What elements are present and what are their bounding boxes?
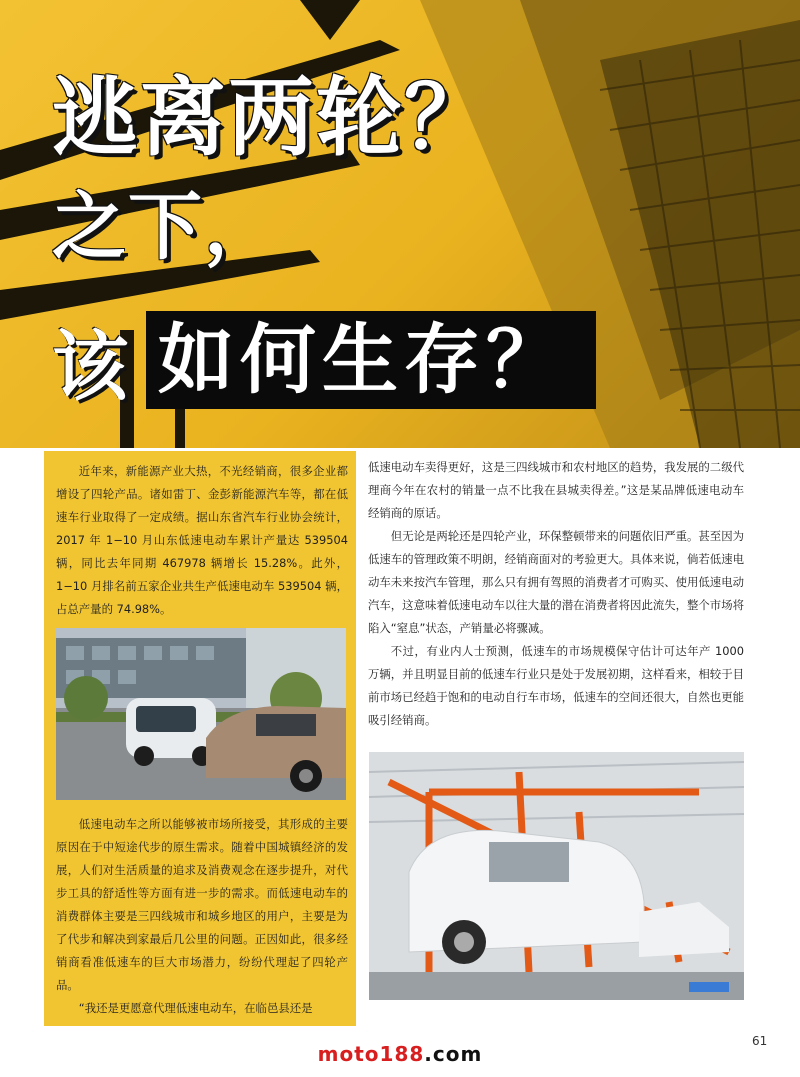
page-number: 61	[752, 1034, 768, 1048]
right-paragraph-2-text: 但无论是两轮还是四轮产业，环保整顿带来的问题依旧严重。甚至因为低速车的管理政策不明朗，经销商面对的考验更大。具体来说，倘若低速电动车未来按汽车管理，那么只有拥有驾照的消费者才可购买、使用低速电动汽车，这意味着低速电动车以往大量的潜在消费者将因此流失，整个市场将陷入“窒息”状态，产销量必将骤减。	[368, 529, 744, 635]
title-line-3-highlight: 如何生存？	[146, 311, 596, 409]
watermark-black-part: .com	[424, 1042, 483, 1066]
title-line-1: 逃离两轮？	[52, 67, 492, 168]
right-paragraph-1-text: 低速电动车卖得更好，这是三四线城市和农村地区的趋势，我发展的二级代理商今年在农村的销量一点不比我在县城卖得差。”这是某品牌低速电动车经销商的原话。	[368, 460, 744, 520]
right-paragraph-3-text: 不过，有业内人士预测，低速车的市场规模保守估计可达年产 1000 万辆，并且明显目前的低速车行业只是处于发展初期，这样看来，相较于目前市场已经趋于饱和的电动自行车市场，低速车的空间还很大，自然也更能吸引经销商。	[368, 644, 744, 727]
right-column-text	[368, 456, 744, 732]
street-photo	[56, 628, 346, 800]
site-watermark	[0, 1042, 800, 1066]
factory-photo	[369, 752, 744, 1000]
hero-banner	[0, 0, 800, 448]
title-line-3	[52, 312, 596, 411]
title-line-2: 之下，	[52, 184, 280, 270]
left-paragraph-1-text: 近年来，新能源产业大热，不光经销商，很多企业都增设了四轮产品。诸如雷丁、金彭新能源汽车等，都在低速车行业取得了一定成绩。据山东省汽车行业协会统计，2017 年 1−10 月山东低速电动车累计产量达 539504 辆，同比去年同期 467978 辆增长 15.28%。此外，1−10 月排名前五家企业共生产低速电动车 539504 辆，占总产量的 74.98%。	[56, 464, 348, 616]
watermark-red-part: moto188	[317, 1042, 425, 1066]
left-paragraph-2-text: 低速电动车之所以能够被市场所接受，其形成的主要原因在于中短途代步的原生需求。随着中国城镇经济的发展，人们对生活质量的追求及消费观念在逐步提升，对代步工具的舒适性等方面有进一步的需求。而低速电动车的消费群体主要是三四线城市和城乡地区的用户，主要是为了代步和解决到家最后几公里的问题。正因如此，很多经销商看准低速车的巨大市场潜力，纷纷代理起了四轮产品。	[56, 817, 348, 992]
left-paragraph-3-text: “我还是更愿意代理低速电动车，在临邑县还是	[78, 1001, 313, 1015]
title-line-3-prefix: 该	[52, 321, 128, 411]
left-paragraph-2	[56, 813, 348, 1020]
left-paragraph-1	[56, 460, 348, 621]
